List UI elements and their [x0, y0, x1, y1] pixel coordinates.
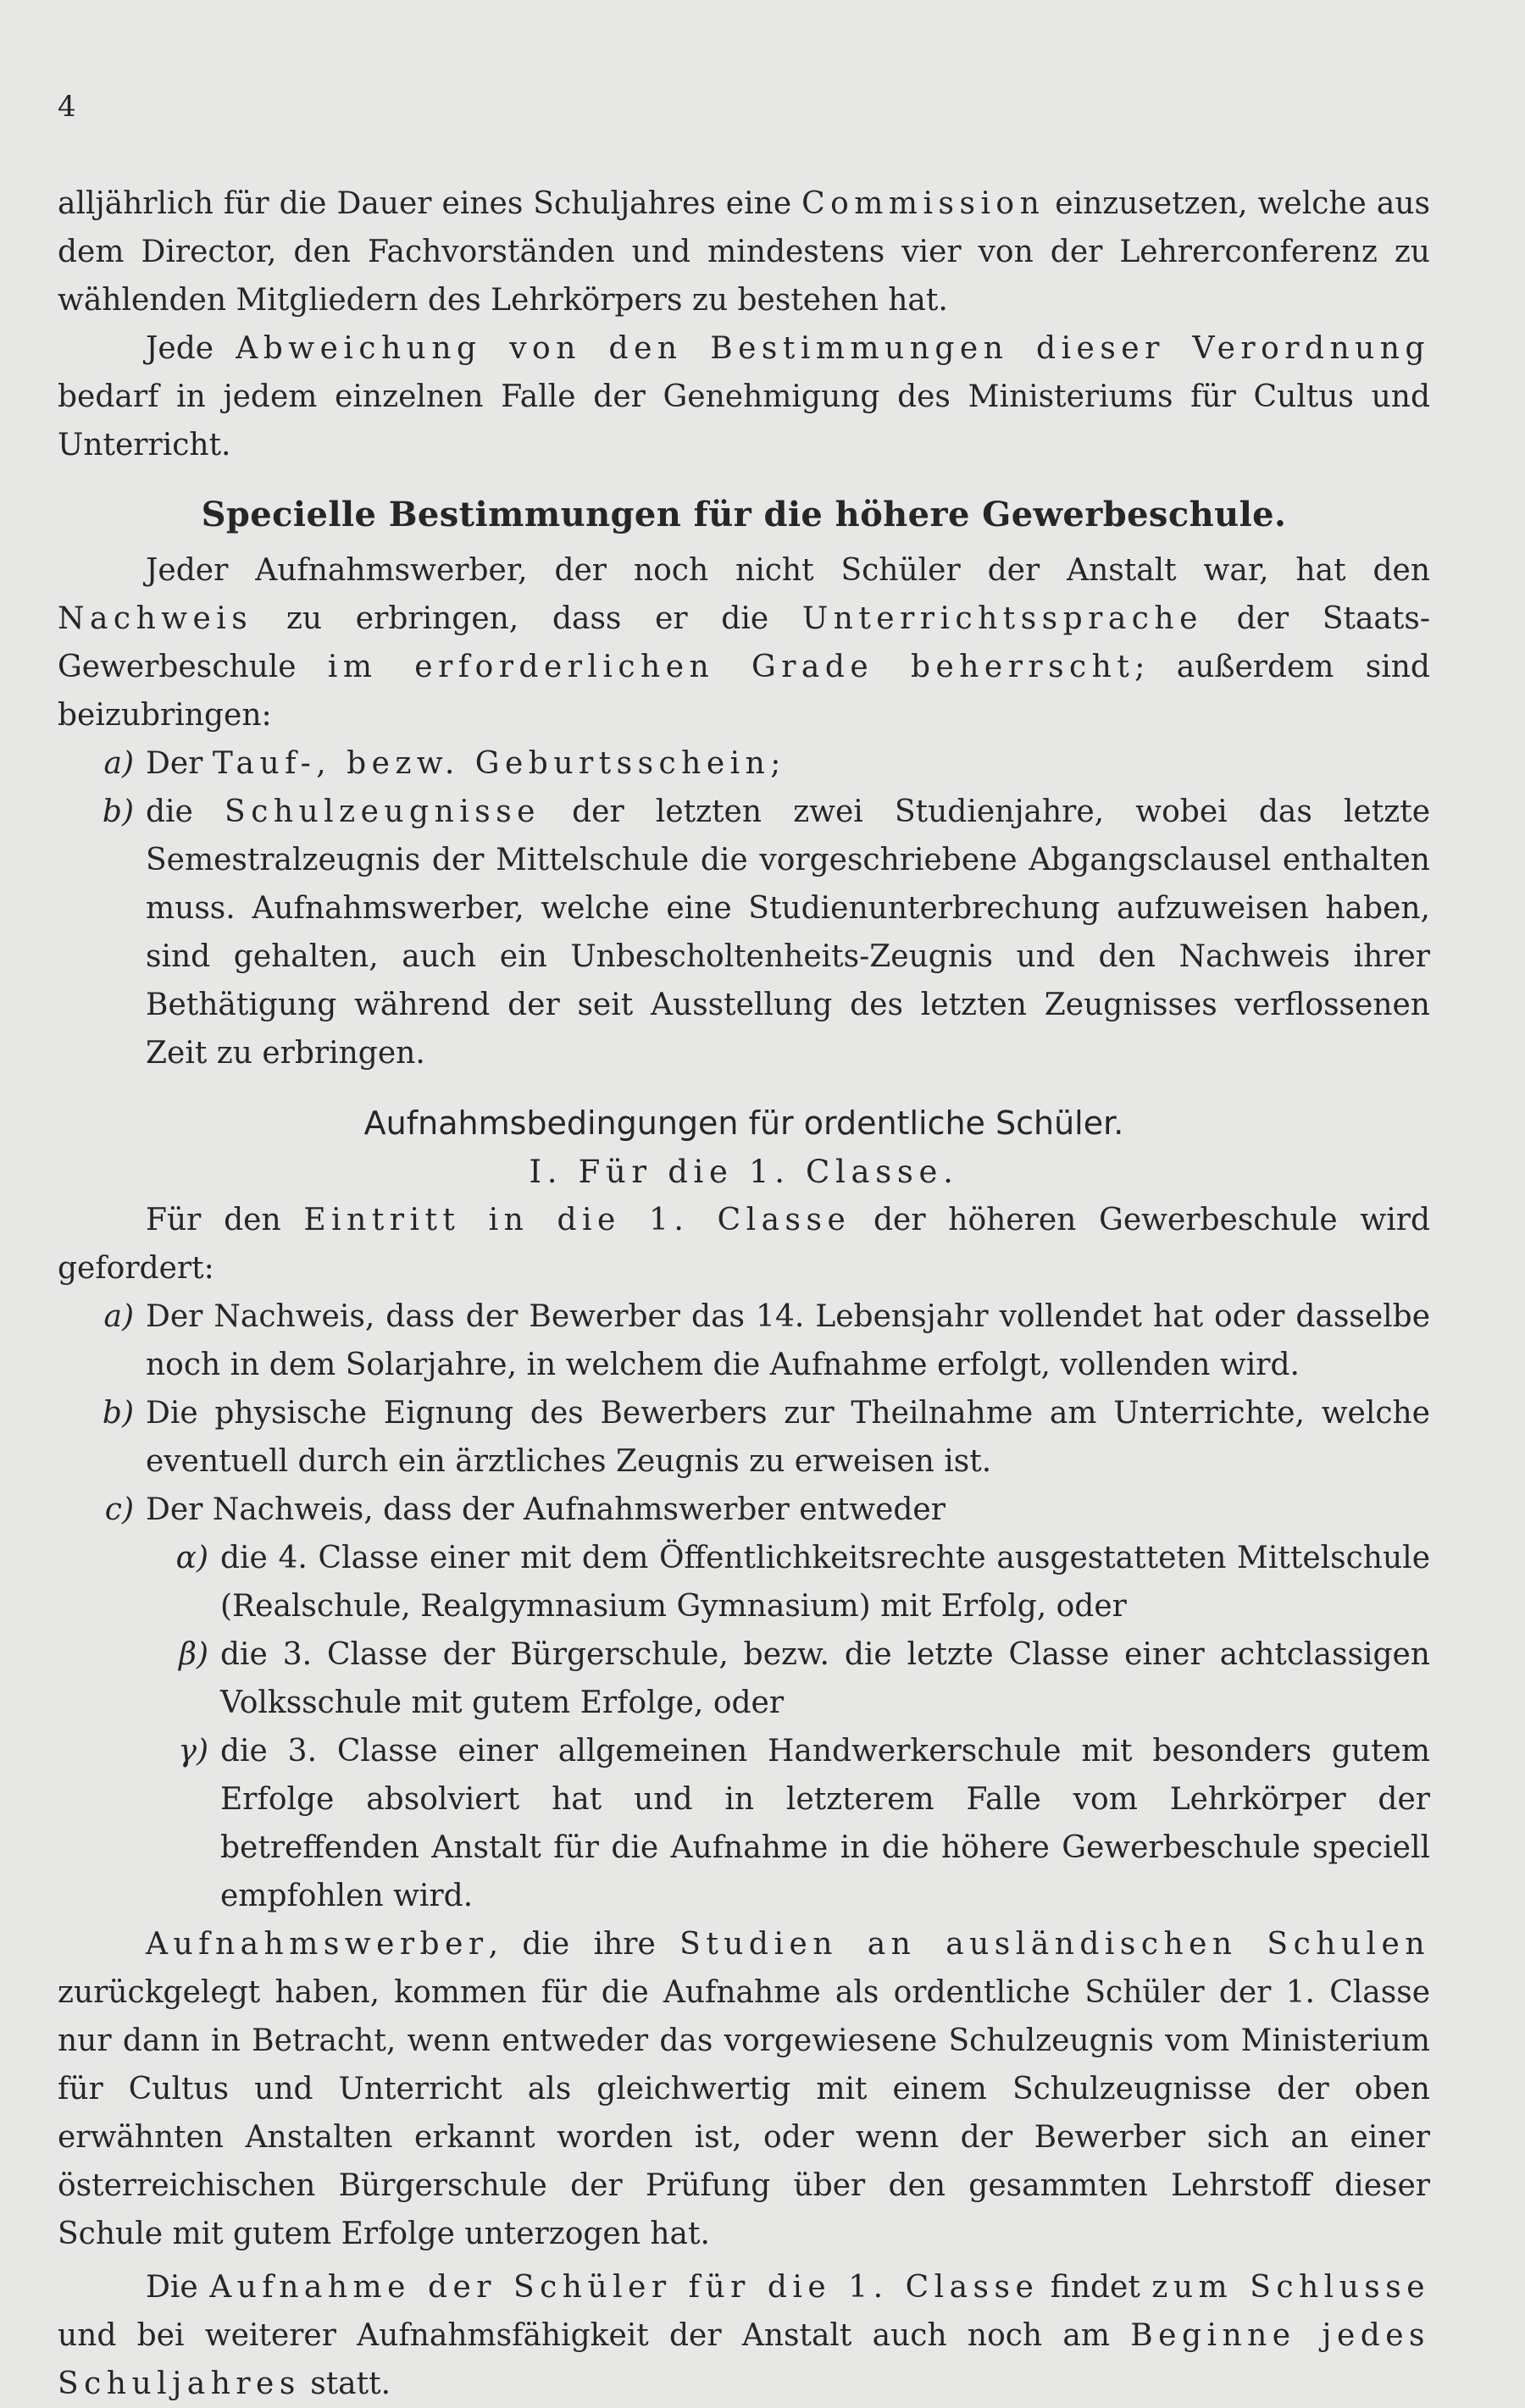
- text: Jede: [146, 331, 236, 366]
- list-item-text: Der Nachweis, dass der Bewerber das 14. Lebensjahr vollendet hat oder dasselbe noch in dem Solarjahre, in welchem die Aufnahme erfolgt, vollenden wird.: [146, 1299, 1430, 1382]
- spaced-text: Commission: [801, 186, 1045, 221]
- list-item-text: die 3. Classe einer allgemeinen Handwerkerschule mit besonders gutem Erfolge absolviert hat und in letzterem Falle vom Lehrkörper der betreffenden Anstalt für die Aufnahme in die höhere Gewerbeschule speciell empfohlen wird.: [220, 1734, 1430, 1913]
- spaced-text: Aufnahme der Schüler für die 1. Classe: [209, 2270, 1040, 2305]
- text: alljährlich für die Dauer eines Schuljahres eine: [58, 186, 802, 221]
- page-number: 4: [58, 90, 76, 124]
- text: zurückgelegt haben, kommen für die Aufnahme als ordentliche Schüler der 1. Classe nur dann in Betracht, wenn entweder das vorgewiesene Schulzeugnis vom Ministerium für Cultus und Unterricht als gleichwertig mit einem Schulzeugnisse der oben erwähnten Anstalten erkannt worden ist, oder wenn der Bewerber sich an einer österreichischen Bürgerschule der Prüfung über den gesammten Lehrstoff dieser Schule mit gutem Erfolge unterzogen hat.: [58, 1975, 1430, 2251]
- requirement-c-alpha: [175, 1534, 1430, 1630]
- text: Jeder Aufnahmswerber, der noch nicht Schüler der Anstalt war, hat den: [146, 553, 1430, 588]
- spaced-text: Eintritt in die 1. Classe: [303, 1203, 851, 1237]
- list-marker: a): [103, 1299, 134, 1334]
- spaced-text: im erforderlichen Grade beherrscht: [327, 650, 1135, 684]
- text: der Staats-Gewerbeschule: [58, 601, 1430, 684]
- spaced-text: Studien an ausländischen Schulen: [679, 1927, 1430, 1962]
- foreign-schools-paragraph: [58, 1920, 1430, 2258]
- list-item-text: die 3. Classe der Bürgerschule, bezw. die letzte Classe einer achtclassigen Volksschule mit gutem Erfolge, oder: [220, 1637, 1430, 1720]
- text: ;: [770, 746, 781, 781]
- list-marker: β): [179, 1637, 208, 1672]
- text: Die: [146, 2270, 210, 2305]
- list-item-text: [146, 788, 1430, 1077]
- document-body: [58, 180, 1430, 2408]
- text: Für den: [146, 1203, 304, 1237]
- list-marker: b): [102, 1396, 134, 1431]
- list-item-a: [86, 739, 1430, 788]
- subheading-admission: Aufnahmsbedingungen für ordentliche Schüler.: [363, 1104, 1124, 1142]
- spaced-text: Beginne jedes Schuljahres: [58, 2318, 1430, 2401]
- list-marker: a): [103, 746, 134, 781]
- text: der letzten zwei Studienjahre, wobei das letzte Semestralzeugnis der Mittelschule die vorgeschriebene Abgangsclausel enthalten muss. Aufnahmswerber, welche eine Studienunterbrechung aufzuweisen haben, sind gehalten, auch ein Unbescholtenheits-Zeugnis und den Nachweis ihrer Bethätigung während der seit Ausstellung des letzten Zeugnisses verflossenen Zeit zu erbringen.: [146, 794, 1430, 1071]
- text: der höheren Gewerbeschule wird gefordert:: [58, 1203, 1431, 1286]
- spaced-text: Tauf-, bezw. Geburtsschein: [212, 746, 771, 781]
- list-item-text: Die physische Eignung des Bewerbers zur Theilnahme am Unterrichte, welche eventuell durch ein ärztliches Zeugnis zu erweisen ist.: [146, 1396, 1430, 1479]
- spaced-text: Abweichung von den Bestimmungen dieser Verordnung: [236, 331, 1430, 366]
- subheading-class-1: I. Für die 1. Classe.: [529, 1154, 959, 1190]
- text: Der: [146, 746, 213, 781]
- closing-paragraph: [58, 2263, 1430, 2408]
- list-item-text: Der Nachweis, dass der Aufnahmswerber entweder: [146, 1492, 946, 1527]
- spaced-text: Nachweis: [58, 601, 253, 636]
- text: die: [146, 794, 225, 829]
- text: ; außerdem sind beizubringen:: [58, 650, 1430, 733]
- deviation-paragraph: [58, 324, 1430, 469]
- intro-paragraph: [58, 180, 1430, 324]
- text: findet: [1039, 2270, 1152, 2305]
- list-marker: α): [175, 1541, 208, 1575]
- list-marker: b): [102, 794, 134, 829]
- spaced-text: Aufnahmswerber: [146, 1927, 489, 1962]
- spaced-text: zum Schlusse: [1151, 2270, 1430, 2305]
- text: , die ihre: [488, 1927, 680, 1962]
- text: statt.: [300, 2366, 391, 2401]
- list-item-text: die 4. Classe einer mit dem Öffentlichkeitsrechte ausgestatteten Mittelschule (Realschule, Realgymnasium Gymnasium) mit Erfolg, oder: [220, 1541, 1430, 1624]
- requirement-b: [86, 1389, 1430, 1486]
- requirement-c-beta: [175, 1630, 1430, 1727]
- text: zu erbringen, dass er die: [252, 601, 802, 636]
- text: bedarf in jedem einzelnen Falle der Genehmigung des Ministeriums für Cultus und Unterricht.: [58, 379, 1430, 462]
- requirement-a: [86, 1293, 1430, 1389]
- spaced-text: Schulzeugnisse: [225, 794, 541, 829]
- list-item-b: [86, 788, 1430, 1077]
- requirement-c-gamma: [175, 1727, 1430, 1920]
- list-marker: c): [104, 1492, 134, 1527]
- applicant-paragraph: [58, 546, 1430, 739]
- text: und bei weiterer Aufnahmsfähigkeit der Anstalt auch noch am: [58, 2318, 1131, 2353]
- text: einzusetzen, welche aus dem Director, den Fachvorständen und mindestens vier von der Lehrerconferenz zu wählenden Mitgliedern des Lehrkörpers zu bestehen hat.: [58, 186, 1430, 318]
- list-marker: γ): [178, 1734, 208, 1769]
- section-title: Specielle Bestimmungen für die höhere Gewerbeschule.: [201, 495, 1287, 534]
- spaced-text: Unterrichtssprache: [801, 601, 1203, 636]
- class-lead-paragraph: [58, 1196, 1430, 1293]
- list-item-text: [146, 739, 1430, 788]
- requirement-c: [86, 1486, 1430, 1534]
